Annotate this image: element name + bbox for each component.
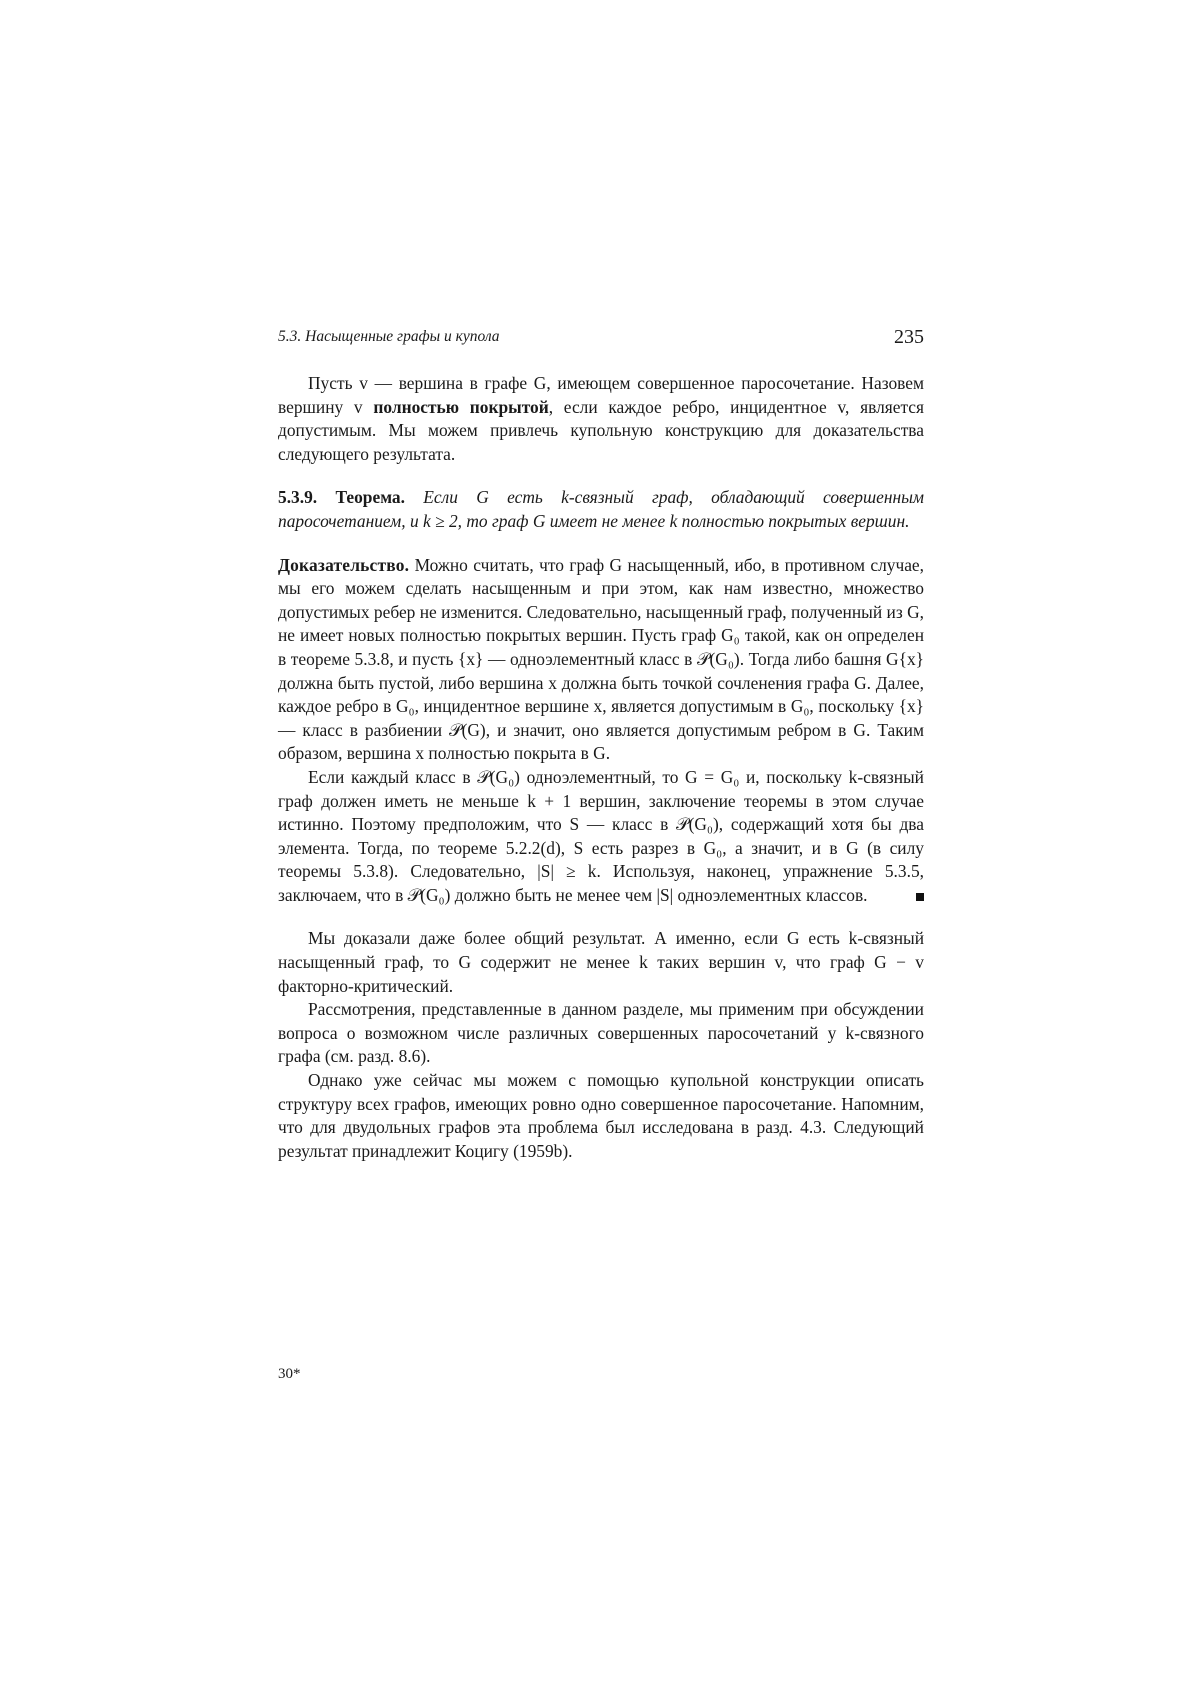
proof-label: Доказательство. — [278, 554, 410, 575]
signature-mark: 30* — [278, 1366, 301, 1382]
page-body — [278, 326, 925, 1382]
proof-text-2: Если каждый класс в 𝒫(G₀) одноэлементный, то G = G₀ и, поскольку k-связный граф должен иметь не меньше k + 1 вершин, заключение теоремы в этом случае истинно. Поэтому предположим, что S — класс в 𝒫(G₀), содержащий хотя бы два элемента. Тогда, по теореме 5.2.2(d), S есть разрез в G₀, а значит, и в G (в силу теоремы 5.3.8). Следовательно, |S| ≥ k. Используя, наконец, упражнение 5.3.5, заключаем, что в 𝒫(G₀) должно быть не менее чем |S| одноэлементных классов. — [278, 766, 924, 905]
page-number: 235 — [894, 326, 924, 348]
theorem-statement — [278, 486, 924, 533]
theorem-label: 5.3.9. Теорема. — [278, 487, 405, 508]
qed-square-icon — [916, 893, 924, 901]
intro-text-end: , если каждое ребро, инцидентное v, является допустимым. Мы можем привлечь купольную конструкцию для доказательства следующего результата. — [278, 396, 924, 464]
theorem-body: Если G есть k-связный граф, обладающий совершенным паросочетанием, и k ≥ 2, то граф G имеет не менее k полностью покрытых вершин. — [278, 487, 924, 531]
remark-paragraph-3: Однако уже сейчас мы можем с помощью купольной конструкции описать структуру всех графов, имеющих ровно одно совершенное паросочетание. Напомним, что для двудольных графов эта проблема был исследована в разд. 4.3. Следующий результат принадлежит Коцигу (1959b). — [278, 1070, 924, 1161]
section-title: 5.3. Насыщенные графы и купола — [278, 328, 500, 345]
defined-term: полностью покрытой — [373, 396, 549, 417]
proof-paragraph-1 — [278, 554, 924, 766]
remark-paragraph-2: Рассмотрения, представленные в данном разделе, мы применим при обсуждении вопроса о возможном числе различных совершенных паросочетаний у k-связного графа (см. разд. 8.6). — [278, 999, 924, 1067]
proof-paragraph-2 — [278, 766, 924, 908]
proof-text-1: Можно считать, что граф G насыщенный, ибо, в противном случае, мы его можем сделать насыщенным и при этом, как нам известно, множество допустимых ребер не изменится. Следовательно, насыщенный граф, полученный из G, не имеет новых полностью покрытых вершин. Пусть граф G₀ такой, как он определен в теореме 5.3.8, и пусть {x} — одноэлементный класс в 𝒫(G₀). Тогда либо башня G{x} должна быть пустой, либо вершина x должна быть точкой сочленения графа G. Далее, каждое ребро в G₀, инцидентное вершине x, является допустимым в G₀, поскольку {x} — класс в разбиении 𝒫(G), и значит, оно является допустимым ребром в G. Таким образом, вершина x полностью покрыта в G. — [278, 554, 925, 764]
running-head — [278, 326, 924, 354]
intro-paragraph — [278, 372, 924, 466]
intro-text-start: Пусть v — вершина в графе G, имеющем совершенное паросочетание. Назовем вершину v — [278, 373, 924, 417]
remark-paragraph-1: Мы доказали даже более общий результат. А именно, если G есть k-связный насыщенный граф, то G содержит не менее k таких вершин v, что граф G − v факторно-критический. — [278, 928, 924, 996]
